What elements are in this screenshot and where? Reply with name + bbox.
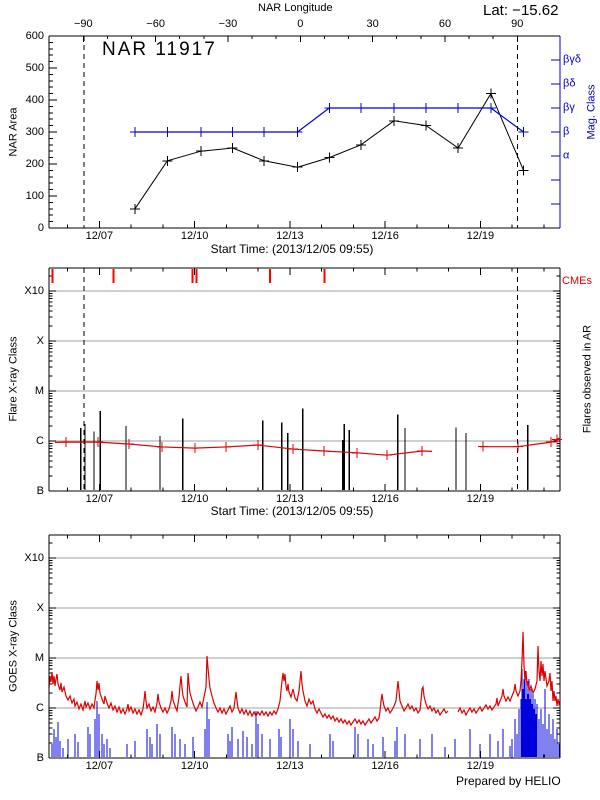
mag-class-tick-label: β bbox=[563, 125, 570, 138]
goes-y-tick-label: M bbox=[34, 651, 44, 664]
x-tick-label: 12/16 bbox=[371, 493, 399, 505]
x-tick-label: 12/07 bbox=[85, 230, 114, 242]
x-tick-label: 12/10 bbox=[180, 760, 209, 772]
x-tick-label: 12/19 bbox=[466, 760, 495, 772]
x-tick-label: 12/16 bbox=[371, 230, 399, 242]
longitude-axis-title: NAR Longitude bbox=[258, 2, 333, 14]
start-time-label-1: Start Time: (2013/12/05 09:55) bbox=[210, 242, 374, 256]
goes-y-tick-label: X bbox=[36, 601, 44, 614]
page-title: NAR 11917 bbox=[102, 39, 217, 60]
longitude-tick-label: 0 bbox=[297, 18, 304, 30]
flare-y-tick-label: C bbox=[36, 434, 44, 447]
goes-y-tick-label: C bbox=[36, 701, 44, 714]
y-tick-label: 300 bbox=[25, 125, 44, 138]
longitude-tick-label: 60 bbox=[438, 18, 452, 30]
y-tick-label: 400 bbox=[25, 93, 44, 106]
x-tick-label: 12/13 bbox=[276, 493, 304, 505]
flare-y-tick-label: X10 bbox=[24, 284, 44, 297]
x-tick-label: 12/07 bbox=[85, 493, 114, 505]
flare-y-tick-label: X bbox=[36, 334, 44, 347]
longitude-tick-label: −90 bbox=[73, 18, 93, 30]
x-tick-label: 12/07 bbox=[85, 760, 114, 772]
credit-label: Prepared by HELIO bbox=[456, 774, 561, 788]
latitude-value: Lat: −15.62 bbox=[483, 2, 559, 19]
x-tick-label: 12/10 bbox=[180, 230, 209, 242]
mag-class-tick-label: βγδ bbox=[563, 53, 581, 66]
start-time-label-2: Start Time: (2013/12/05 09:55) bbox=[210, 504, 374, 518]
flare-xray-axis-label: Flare X-ray Class bbox=[7, 336, 20, 422]
y-tick-label: 600 bbox=[25, 29, 44, 42]
x-tick-label: 12/19 bbox=[466, 493, 495, 505]
x-tick-label: 12/10 bbox=[180, 493, 209, 505]
cmes-label: CMEs bbox=[562, 275, 592, 287]
longitude-tick-label: 90 bbox=[511, 18, 524, 30]
y-tick-label: 200 bbox=[25, 157, 44, 170]
x-tick-label: 12/19 bbox=[466, 230, 495, 242]
flare-y-tick-label: M bbox=[34, 384, 44, 397]
goes-xray-axis-label: GOES X-ray Class bbox=[7, 600, 20, 692]
flares-observed-axis-label: Flares observed in AR bbox=[581, 324, 594, 434]
y-tick-label: 500 bbox=[25, 61, 44, 74]
x-tick-label: 12/13 bbox=[276, 760, 304, 772]
mag-class-tick-label: α bbox=[563, 149, 570, 162]
longitude-tick-label: −60 bbox=[146, 18, 165, 30]
flare-y-tick-label: B bbox=[36, 484, 44, 497]
mag-class-axis-label: Mag. Class bbox=[585, 84, 598, 140]
goes-y-tick-label: B bbox=[36, 751, 44, 764]
nar-area-axis-label: NAR Area bbox=[7, 107, 20, 157]
mag-class-tick-label: βδ bbox=[563, 77, 576, 90]
y-tick-label: 100 bbox=[25, 189, 44, 202]
y-tick-label: 0 bbox=[37, 221, 44, 234]
goes-y-tick-label: X10 bbox=[24, 551, 44, 564]
x-tick-label: 12/13 bbox=[276, 230, 304, 242]
x-tick-label: 12/16 bbox=[371, 760, 399, 772]
longitude-tick-label: −30 bbox=[218, 18, 238, 30]
longitude-tick-label: 30 bbox=[366, 18, 379, 30]
mag-class-tick-label: βγ bbox=[563, 101, 575, 114]
